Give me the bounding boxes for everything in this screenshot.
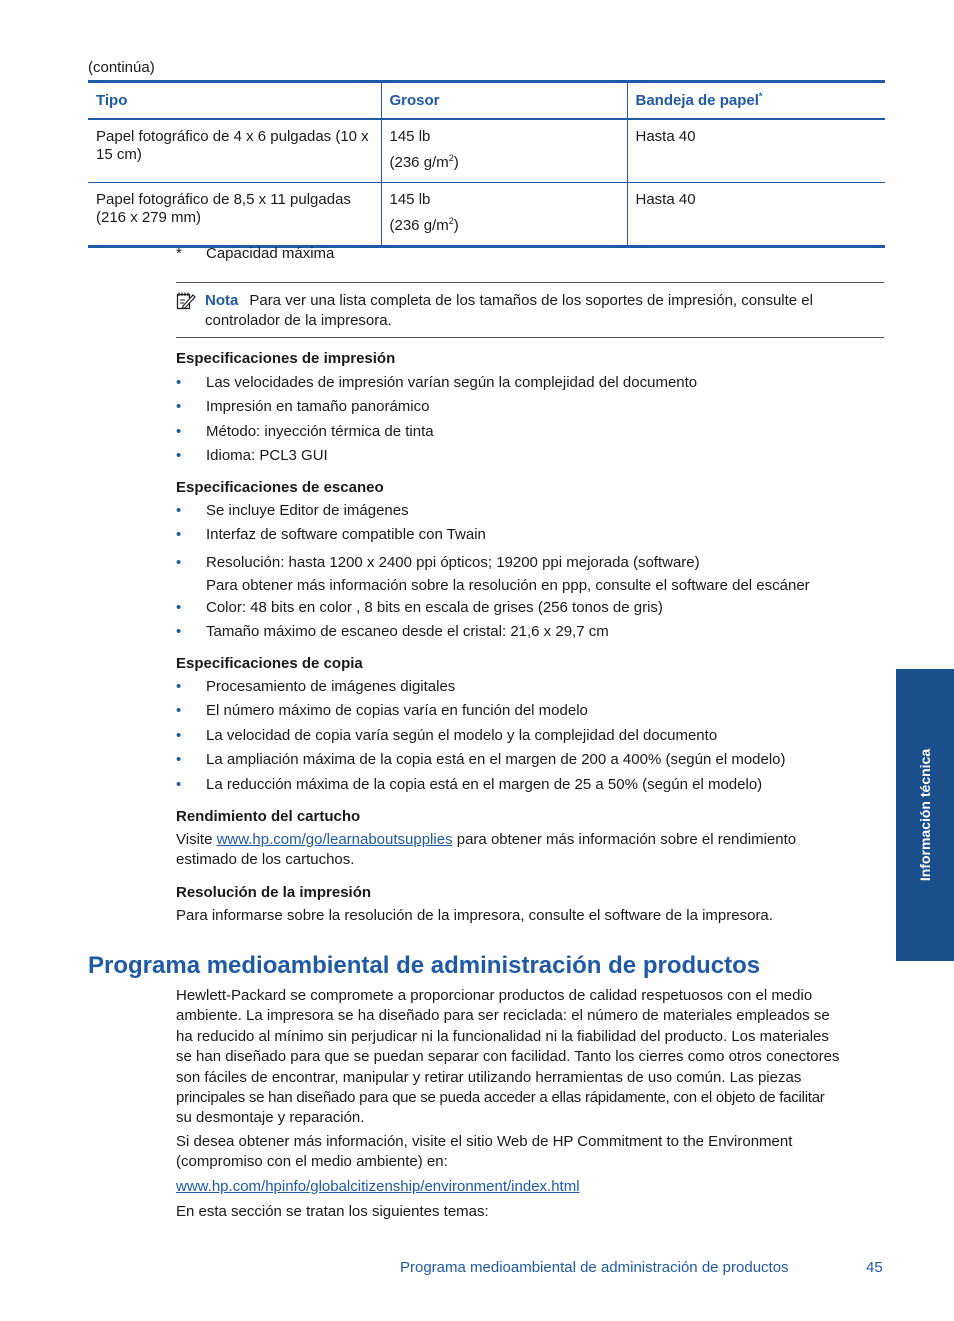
list-item: • Impresión en tamaño panorámico: [176, 398, 430, 416]
copy-specs-list: [176, 678, 896, 800]
env-paragraph-1: Hewlett-Packard se compromete a proporcionar productos de calidad respetuosos con el medio ambiente. La impresora se ha diseñado para ser reciclada: el número de materiales empleados se ha reducido al mínimo sin perjudicar ni la funcionalidad ni la fiabilidad del producto. Los materiales se han diseñado para que se puedan separar con facilidad. Tanto los cierres como otros conectores son fáciles de encontrar, manipular y retirar utilizando herramientas de uso común. Las piezas principales se han diseñado para que se pueda acceder a ellas rápidamente, con el objeto de facilitar su desmontaje y reparación.: [176, 987, 840, 1127]
cell-bandeja: Hasta 40: [627, 119, 885, 183]
list-item: • Procesamiento de imágenes digitales: [176, 678, 456, 695]
header-bandeja: Bandeja de papel*: [627, 82, 885, 120]
cell-grosor: 145 lb (236 $g/m^2$): [381, 183, 627, 247]
header-footnote-mark: *: [758, 91, 763, 101]
side-section-tab: [896, 669, 954, 961]
note-box: [176, 282, 884, 338]
header-grosor: Grosor: [381, 82, 627, 120]
scan-resolution-extra: Para obtener más información sobre la resolución en ppp, consulte el software del escáner: [206, 576, 810, 594]
list-item: • Interfaz de software compatible con Twain: [176, 526, 486, 544]
note-text: Para ver una lista completa de los tamaños de los soportes de impresión, consulte el: [249, 292, 813, 309]
paper-spec-table: [88, 80, 885, 248]
continued-label: (continúa): [88, 59, 155, 76]
section-title: Programa medioambiental de administración de productos: [88, 952, 761, 979]
list-item: • Tamaño máximo de escaneo desde el cristal: 21,6 x 29,7 cm: [176, 623, 609, 641]
cell-bandeja: Hasta 40: [627, 183, 885, 247]
footnote-text: Capacidad máxima: [206, 245, 335, 262]
print-specs-title: Especificaciones de impresión: [176, 350, 396, 367]
side-tab-label: Información técnica: [917, 748, 933, 882]
cell-grosor: 145 lb (236 $g/m^2$): [381, 119, 627, 183]
supplies-link[interactable]: www.hp.com/go/learnaboutsupplies: [216, 831, 453, 848]
print-specs-list: [176, 374, 896, 472]
note-pencil-icon: [176, 291, 196, 311]
list-item: • Las velocidades de impresión varían según la complejidad del documento: [176, 374, 698, 391]
env-paragraph-2: Si desea obtener más información, visite el sitio Web de HP Commitment to the Environment (compromiso con el medio ambiente) en:: [176, 1133, 793, 1171]
list-item: • Color: 48 bits en color , 8 bits en escala de grises (256 tonos de gris): [176, 598, 663, 616]
footnote-mark: *: [176, 245, 182, 262]
list-item: • Se incluye Editor de imágenes: [176, 502, 409, 519]
footer-title: Programa medioambiental de administración de productos: [400, 1259, 789, 1276]
note-label: Nota: [205, 292, 239, 309]
list-item: • El número máximo de copias varía en función del modelo: [176, 702, 588, 720]
table-row: [88, 119, 885, 183]
scan-specs-list: [176, 502, 896, 648]
page-number: 45: [866, 1259, 883, 1276]
note-text-line2: controlador de la impresora.: [205, 312, 392, 330]
scan-specs-title: Especificaciones de escaneo: [176, 479, 384, 496]
list-item: • Idioma: PCL3 GUI: [176, 447, 328, 465]
list-item: • La ampliación máxima de la copia está en el margen de 200 a 400% (según el modelo): [176, 751, 786, 769]
copy-specs-title: Especificaciones de copia: [176, 655, 363, 672]
print-resolution-title: Resolución de la impresión: [176, 884, 372, 901]
cartridge-text: Visite www.hp.com/go/learnaboutsupplies para obtener más información sobre el rendimiento estimado de los cartuchos.: [176, 831, 797, 869]
topics-intro: En esta sección se tratan los siguientes temas:: [176, 1203, 489, 1220]
list-item: • La reducción máxima de la copia está en el margen de 25 a 50% (según el modelo): [176, 775, 763, 793]
print-resolution-text: Para informarse sobre la resolución de la impresora, consulte el software de la impresora.: [176, 907, 773, 924]
list-item: • La velocidad de copia varía según el modelo y la complejidad del documento: [176, 726, 718, 744]
table-row: [88, 183, 885, 247]
list-item: • Método: inyección térmica de tinta: [176, 422, 434, 440]
cell-tipo: Papel fotográfico de 4 x 6 pulgadas (10 x 15 cm): [96, 128, 369, 163]
cartridge-title: Rendimiento del cartucho: [176, 808, 361, 825]
header-tipo: Tipo: [96, 92, 128, 109]
table-header-row: [88, 82, 885, 120]
cell-tipo: Papel fotográfico de 8,5 x 11 pulgadas (216 x 279 mm): [96, 191, 351, 226]
environment-link[interactable]: www.hp.com/hpinfo/globalcitizenship/environment/index.html: [176, 1178, 580, 1195]
list-item: • Resolución: hasta 1200 x 2400 ppi ópticos; 19200 ppi mejorada (software) Para obtener más información sobre la resolución en ppp, consulte el software del escáner: [176, 553, 810, 594]
